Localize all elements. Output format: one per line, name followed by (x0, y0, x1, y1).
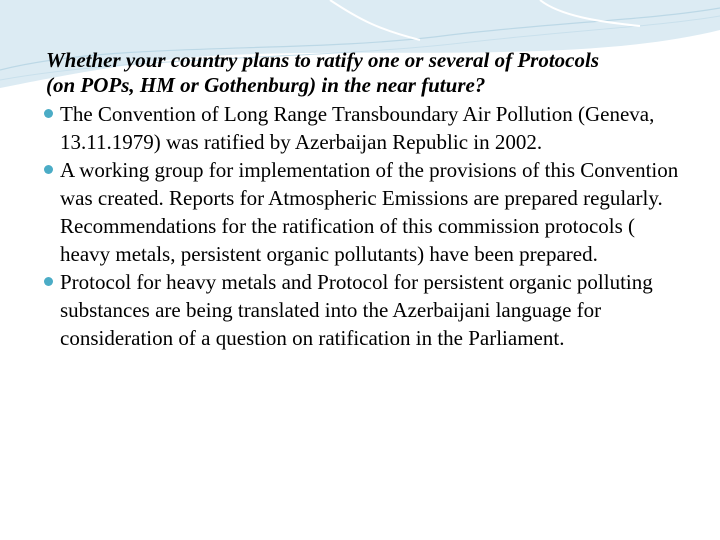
bullet-text: A working group for implementation of the provisions of this Convention was created. Reports for Atmospheric Emissions are prepared regularly. Recommendations for the ratification of this commission protocols ( heavy metals, persistent organic pollutants) have been prepared. (60, 158, 679, 266)
title-line-1: Whether your country plans to ratify one or several of Protocols (46, 48, 600, 72)
bullet-dot-icon (44, 109, 53, 118)
title-line-2: (on POPs, HM or Gothenburg) in the near future? (46, 73, 486, 97)
bullet-text: Protocol for heavy metals and Protocol for persistent organic polluting substances are being translated into the Azerbaijani language for consideration of a question on ratification in the Parliament. (60, 270, 653, 350)
slide-title (44, 48, 684, 98)
bullet-text: The Convention of Long Range Transboundary Air Pollution (Geneva, 13.11.1979) was ratified by Azerbaijan Republic in 2002. (60, 102, 655, 154)
bullet-dot-icon (44, 165, 53, 174)
bullet-list (44, 100, 684, 352)
bullet-item (44, 100, 684, 156)
slide-content (44, 48, 684, 352)
bullet-item (44, 268, 684, 352)
bullet-item (44, 156, 684, 268)
bullet-dot-icon (44, 277, 53, 286)
